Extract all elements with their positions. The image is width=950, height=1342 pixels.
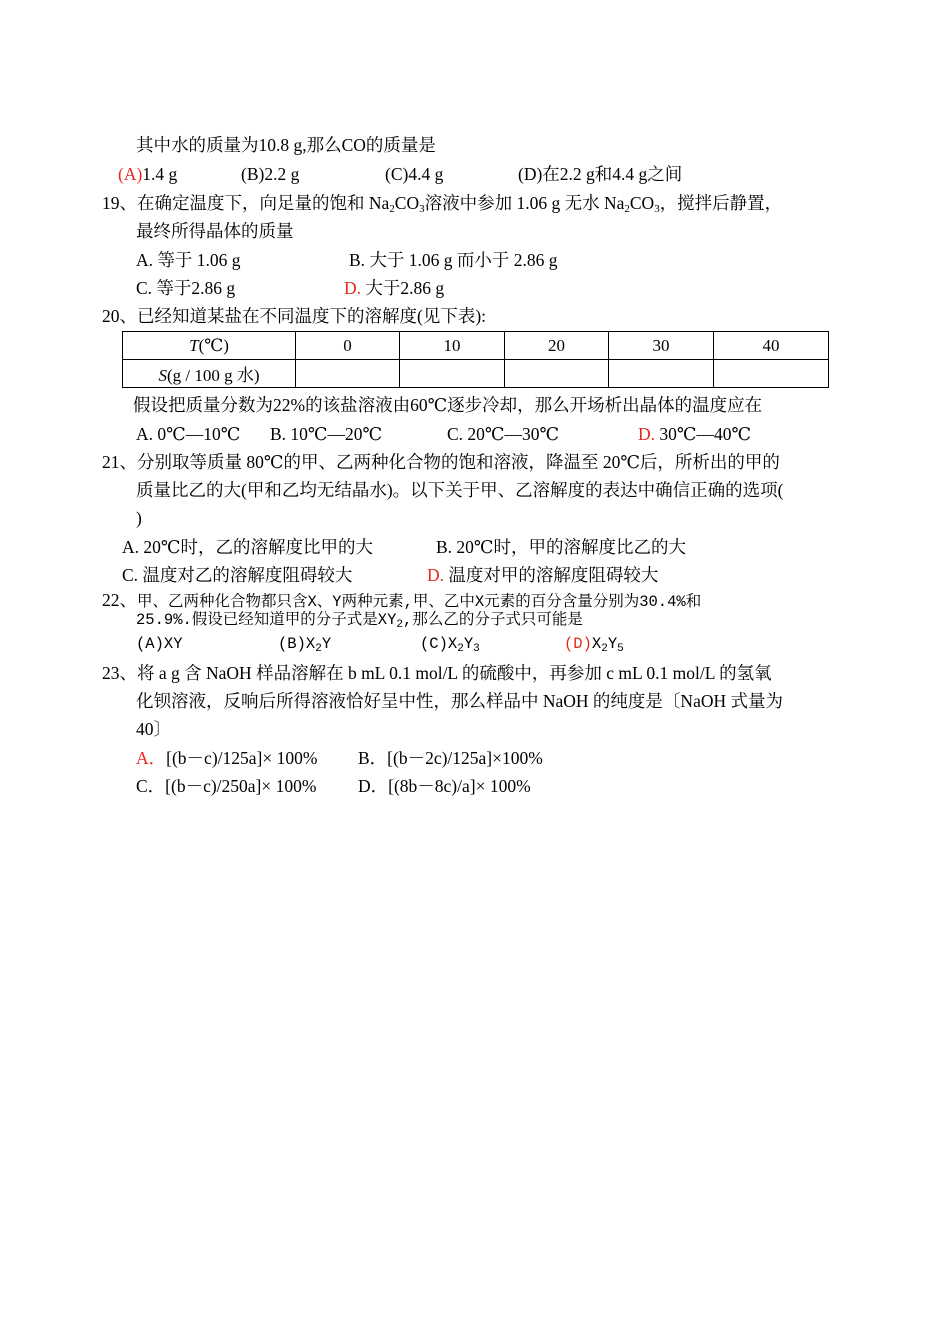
q21-option-c: C. 温度对乙的溶解度阻碍较大 — [122, 565, 353, 585]
q22-option-b — [278, 632, 331, 656]
q23-option-d: D．[(8b－8c)/a]× 100% — [358, 776, 531, 796]
q23-option-b: B．[(b－2c)/125a]×100% — [358, 748, 543, 768]
q22-option-c-text: Y — [463, 635, 474, 653]
table-row — [123, 332, 829, 360]
q22-line2 — [136, 608, 583, 632]
q18-option-d: (D)在2.2 g和4.4 g之间 — [518, 164, 683, 184]
q20-option-c: C. 20℃—30℃ — [447, 424, 560, 444]
q18-option-c: (C)4.4 g — [385, 164, 444, 184]
table-header-solubility: S(g / 100 g 水) — [123, 360, 296, 388]
solubility-table — [122, 331, 829, 388]
q22-option-c-text: (C)X — [420, 635, 458, 653]
q22-option-d — [564, 632, 624, 656]
table-row — [123, 360, 829, 388]
q21-line3: ) — [136, 508, 142, 528]
q22-option-d-text: X — [591, 635, 602, 653]
q18-option-b: (B)2.2 g — [241, 164, 300, 184]
q22-option-c — [420, 632, 480, 656]
table-cell — [505, 360, 609, 388]
q22-subscript: 2 — [396, 619, 404, 631]
table-cell: 10 — [400, 332, 505, 360]
q19-option-a: A. 等于 1.06 g — [136, 250, 241, 270]
q22-subscript: 2 — [601, 643, 608, 655]
q22-subscript: 2 — [315, 643, 322, 655]
q19-text-c: 溶液中参加 1.06 g 无水 Na — [424, 193, 625, 213]
q21-line2: 质量比乙的大(甲和乙均无结晶水)。以下关于甲、乙溶解度的表达中确信正确的选项( — [136, 480, 784, 500]
q23-option-a-text: [(b－c)/125a]× 100% — [166, 748, 318, 768]
q18-option-a-text: 1.4 g — [142, 164, 178, 184]
q22-subscript: 5 — [617, 643, 624, 655]
q23-line3: 40〕 — [136, 719, 171, 739]
q19-text-b: CO — [394, 193, 420, 213]
q19-text-e: ，搅拌后静置， — [659, 193, 783, 213]
q19-option-d — [344, 276, 444, 300]
table-cell — [296, 360, 400, 388]
q19-option-b: B. 大于 1.06 g 而小于 2.86 g — [349, 250, 558, 270]
q20-option-d — [638, 422, 751, 446]
q22-text: 甲、乙两种化合物都只含X、Y两种元素,甲、乙中X元素的百分含量分别为30.4%和 — [137, 593, 702, 611]
q20-option-d-label: D. — [638, 424, 656, 444]
q18-option-a-label: (A) — [118, 164, 143, 184]
table-cell — [400, 360, 505, 388]
q23-option-a — [136, 746, 317, 770]
q18-option-a — [118, 162, 177, 186]
q22-text-a: 25.9%.假设已经知道甲的分子式是XY — [136, 611, 397, 629]
table-cell — [609, 360, 714, 388]
q23-text: 将 a g 含 NaOH 样品溶解在 b mL 0.1 mol/L 的硫酸中，再参加 c mL 0.1 mol/L 的氢氧 — [137, 663, 772, 683]
table-cell: 20 — [505, 332, 609, 360]
q20-number: 20、 — [102, 306, 137, 326]
q20-option-d-text: 30℃—40℃ — [655, 424, 752, 444]
q20-option-a: A. 0℃—10℃ — [136, 424, 241, 444]
q22-option-d-label: (D) — [564, 635, 592, 653]
q19-option-d-label: D. — [344, 278, 362, 298]
q19-text-d: CO — [629, 193, 655, 213]
q22-option-b-text: Y — [321, 635, 332, 653]
table-header-temperature: T(℃) — [123, 332, 296, 360]
q21-number: 21、 — [102, 452, 137, 472]
q23-number: 23、 — [102, 663, 137, 683]
q21-option-d-text: 温度对甲的溶解度阻碍较大 — [444, 565, 659, 585]
q22-subscript: 3 — [473, 643, 480, 655]
q23-option-a-label: A． — [136, 748, 167, 768]
q19-subscript: 3 — [654, 203, 660, 215]
q20-stem: 已经知道某盐在不同温度下的溶解度(见下表): — [137, 306, 487, 326]
q19-text-a: 在确定温度下，向足量的饱和 Na — [137, 193, 390, 213]
table-cell: 40 — [714, 332, 829, 360]
q19-line2: 最终所得晶体的质量 — [136, 221, 294, 241]
q23-option-c: C．[(b－c)/250a]× 100% — [136, 776, 317, 796]
q23-line2: 化钡溶液，反响后所得溶液恰好呈中性，那么样品中 NaOH 的纯度是〔NaOH 式量为 — [136, 691, 783, 711]
table-cell: 0 — [296, 332, 400, 360]
q19-option-c: C. 等于2.86 g — [136, 278, 236, 298]
q20-line2: 假设把质量分数为22%的该盐溶液由60℃逐步冷却，那么开场析出晶体的温度应在 — [133, 395, 763, 415]
q20-line1 — [102, 304, 486, 328]
q21-line1 — [102, 450, 780, 474]
q21-option-a: A. 20℃时，乙的溶解度比甲的大 — [122, 537, 373, 557]
q22-subscript: 2 — [457, 643, 464, 655]
q18-continuation: 其中水的质量为10.8 g,那么CO的质量是 — [136, 135, 436, 155]
q21-option-b: B. 20℃时，甲的溶解度比乙的大 — [436, 537, 686, 557]
q21-text: 分别取等质量 80℃的甲、乙两种化合物的饱和溶液，降温至 20℃后，所析出的甲的 — [137, 452, 780, 472]
q23-line1 — [102, 661, 772, 685]
table-cell — [714, 360, 829, 388]
q20-option-b: B. 10℃—20℃ — [270, 424, 383, 444]
q22-option-a: (A)XY — [136, 635, 183, 653]
q21-option-d-label: D. — [427, 565, 445, 585]
q19-subscript: 3 — [419, 203, 425, 215]
q19-line1 — [102, 191, 782, 215]
q22-number: 22、 — [102, 590, 137, 610]
table-cell: 30 — [609, 332, 714, 360]
q19-number: 19、 — [102, 193, 137, 213]
q19-option-d-text: 大于2.86 g — [361, 278, 445, 298]
q19-subscript: 2 — [389, 203, 395, 215]
q21-option-d — [427, 563, 658, 587]
q22-option-d-text: Y — [607, 635, 618, 653]
q19-subscript: 2 — [624, 203, 630, 215]
q22-option-b-text: (B)X — [278, 635, 316, 653]
q22-text-b: ,那么乙的分子式只可能是 — [403, 611, 583, 629]
